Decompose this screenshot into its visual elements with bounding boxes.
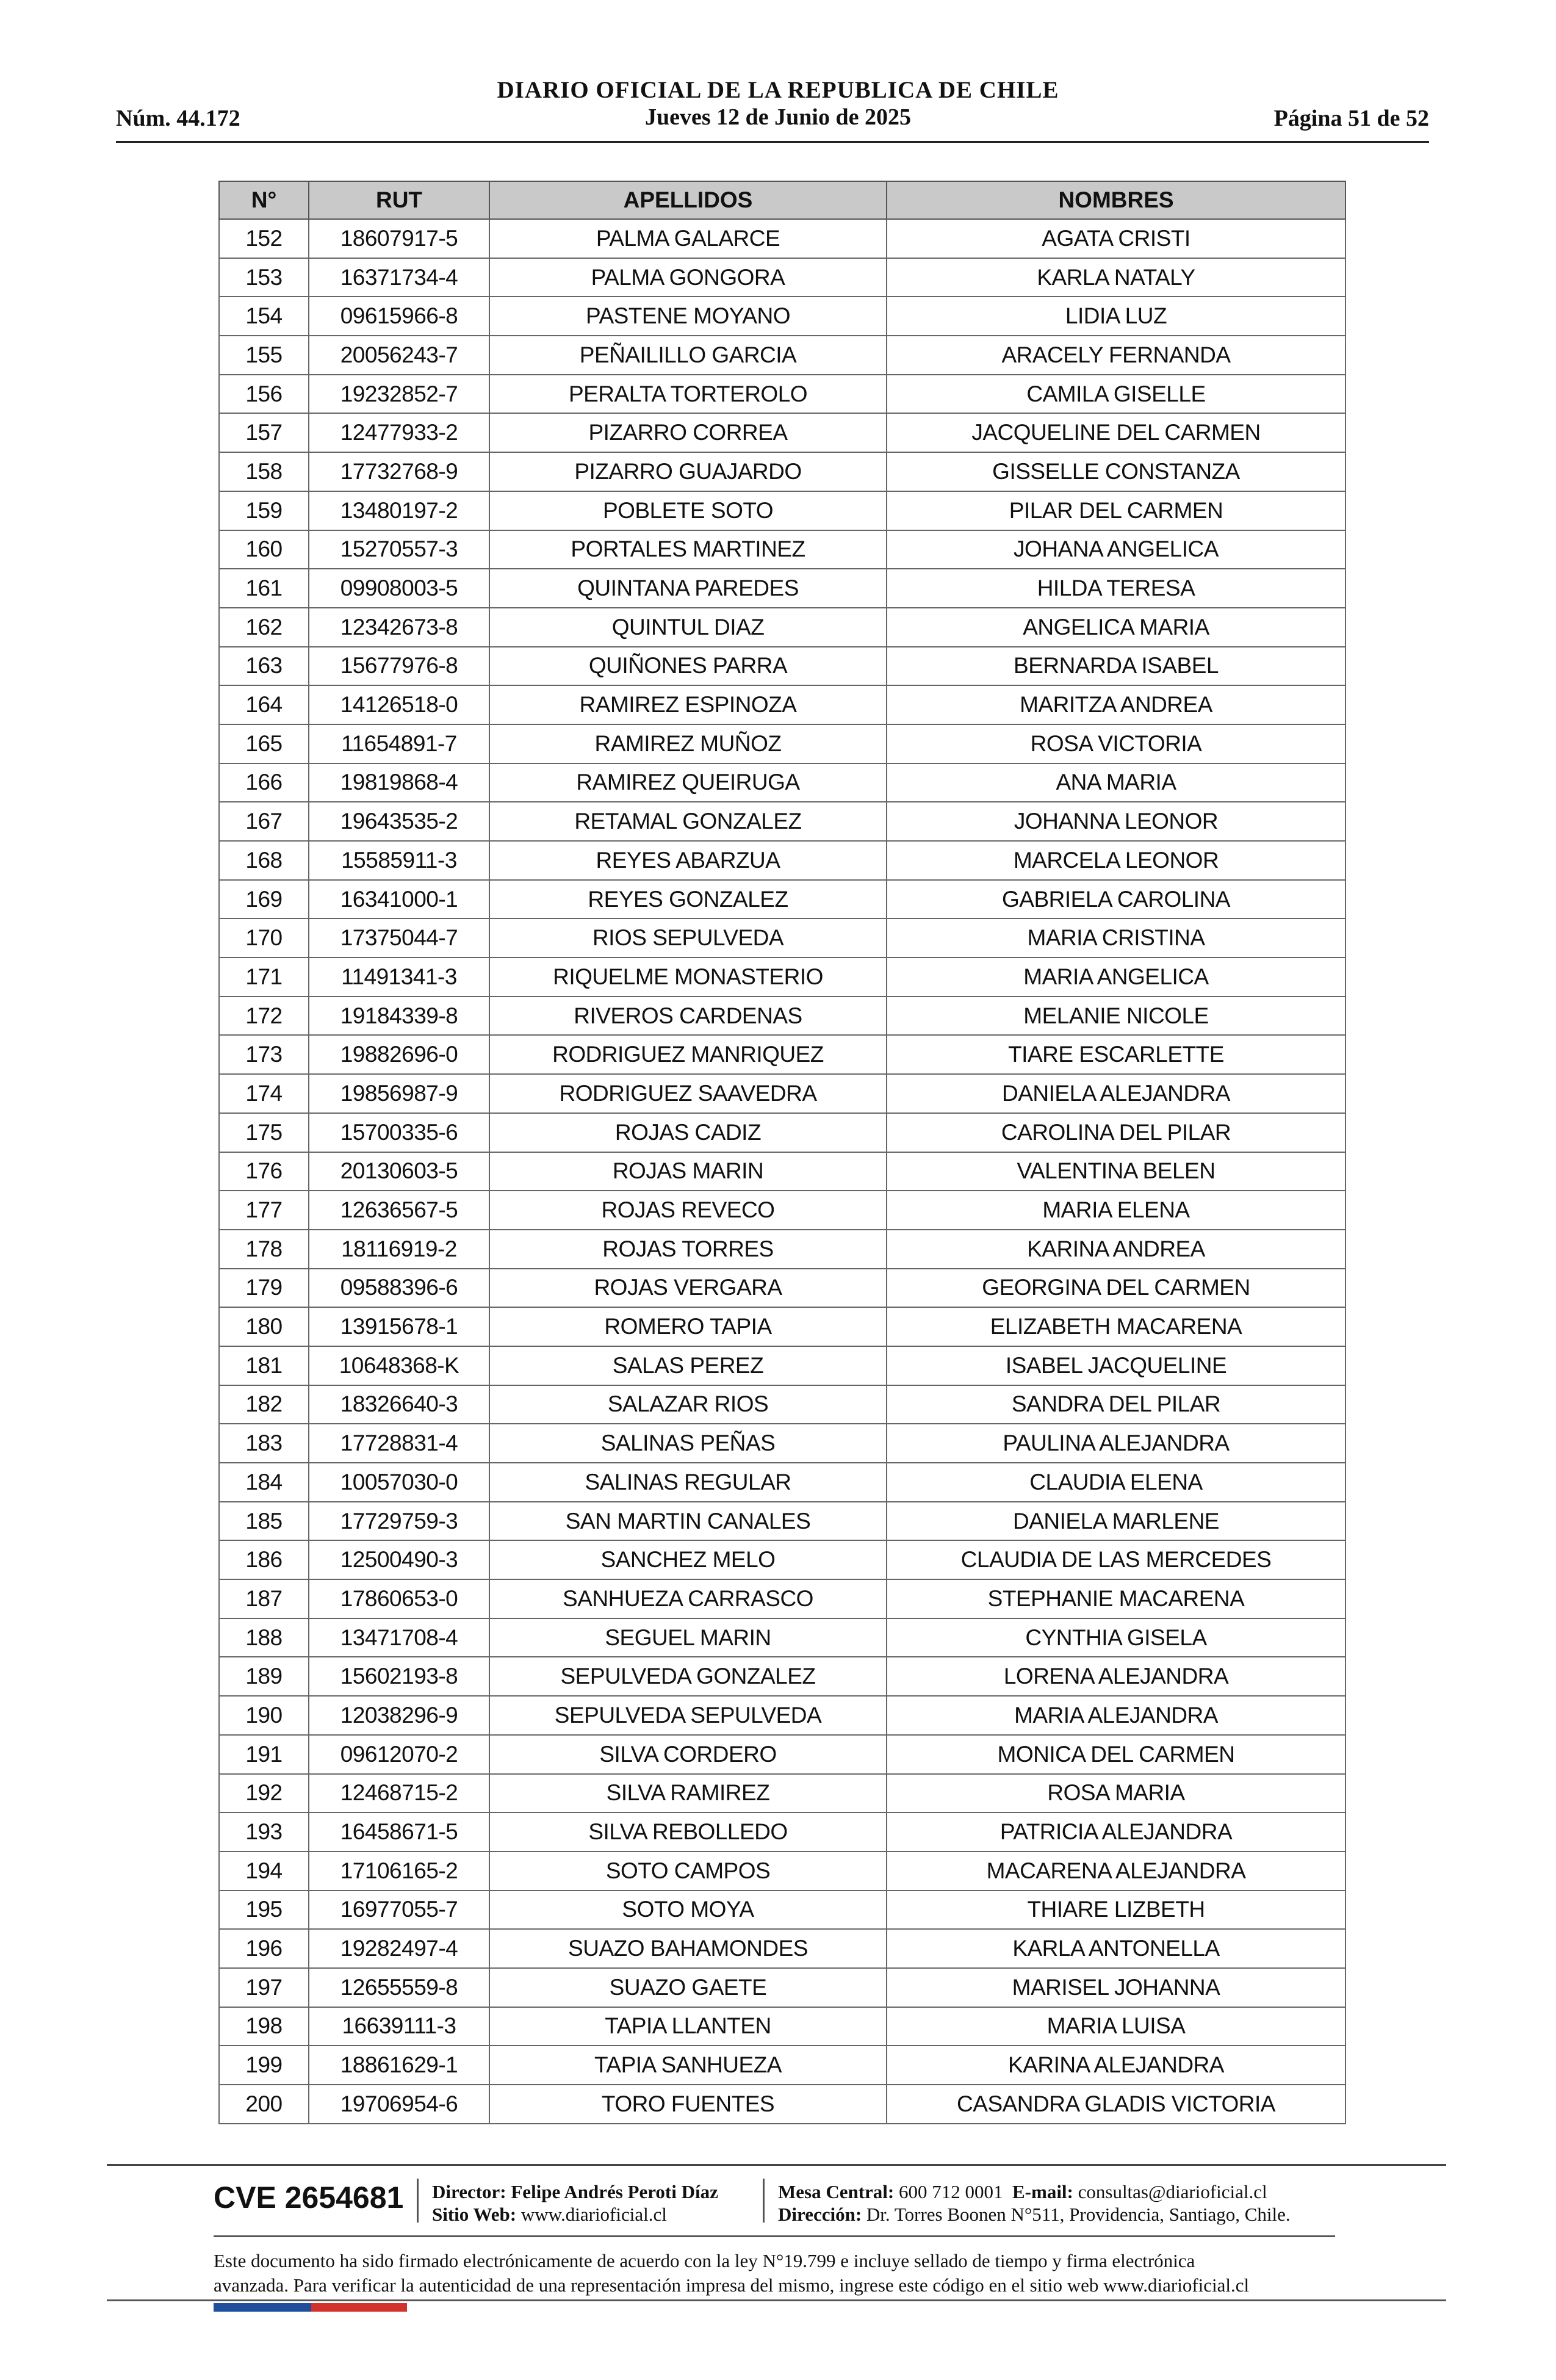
cell-rut: 20056243-7 (309, 336, 489, 375)
cell-surnames: RETAMAL GONZALEZ (489, 802, 887, 841)
table-row (219, 491, 1345, 530)
cell-number: 173 (219, 1035, 309, 1074)
cell-rut: 16458671-5 (309, 1812, 489, 1852)
table-row (219, 1891, 1345, 1930)
flag-stripe-blue (214, 2303, 311, 2312)
cell-surnames: RIOS SEPULVEDA (489, 918, 887, 957)
cell-number: 172 (219, 997, 309, 1036)
table-row (219, 1463, 1345, 1502)
table-row (219, 1929, 1345, 1968)
cell-names: ELIZABETH MACARENA (887, 1307, 1345, 1346)
cell-surnames: PALMA GALARCE (489, 219, 887, 258)
cell-names: CYNTHIA GISELA (887, 1618, 1345, 1657)
cell-surnames: SEGUEL MARIN (489, 1618, 887, 1657)
issue-number: Núm. 44.172 (116, 106, 240, 131)
cell-rut: 16639111-3 (309, 2007, 489, 2046)
cell-rut: 19184339-8 (309, 997, 489, 1036)
table-row (219, 608, 1345, 647)
cell-rut: 17375044-7 (309, 918, 489, 957)
cell-number: 169 (219, 880, 309, 919)
footer-divider-middle (214, 2235, 1335, 2237)
table-row (219, 2046, 1345, 2085)
table-row (219, 219, 1345, 258)
table-row (219, 724, 1345, 763)
table-row (219, 647, 1345, 686)
cell-names: ISABEL JACQUELINE (887, 1346, 1345, 1385)
cell-names: KARLA NATALY (887, 258, 1345, 297)
cell-names: STEPHANIE MACARENA (887, 1579, 1345, 1618)
cell-names: ROSA MARIA (887, 1774, 1345, 1813)
cell-surnames: RAMIREZ ESPINOZA (489, 685, 887, 724)
cell-surnames: SALINAS PEÑAS (489, 1424, 887, 1463)
cell-surnames: SILVA RAMIREZ (489, 1774, 887, 1813)
cell-rut: 19819868-4 (309, 763, 489, 802)
cell-rut: 15270557-3 (309, 530, 489, 569)
table-row (219, 1191, 1345, 1230)
cell-rut: 13915678-1 (309, 1307, 489, 1346)
cell-surnames: ROJAS MARIN (489, 1152, 887, 1191)
cell-surnames: SANCHEZ MELO (489, 1540, 887, 1579)
cell-number: 153 (219, 258, 309, 297)
cell-rut: 15677976-8 (309, 647, 489, 686)
cell-surnames: REYES ABARZUA (489, 841, 887, 880)
table-row (219, 1424, 1345, 1463)
cell-names: DANIELA MARLENE (887, 1502, 1345, 1541)
cell-surnames: PEÑAILILLO GARCIA (489, 336, 887, 375)
cell-names: PILAR DEL CARMEN (887, 491, 1345, 530)
cell-names: VALENTINA BELEN (887, 1152, 1345, 1191)
cell-surnames: RIQUELME MONASTERIO (489, 957, 887, 997)
cell-rut: 20130603-5 (309, 1152, 489, 1191)
table-row (219, 375, 1345, 414)
cell-names: ARACELY FERNANDA (887, 336, 1345, 375)
cell-surnames: TAPIA LLANTEN (489, 2007, 887, 2046)
director-name: Felipe Andrés Peroti Díaz (511, 2181, 718, 2202)
cell-number: 176 (219, 1152, 309, 1191)
cell-surnames: SOTO CAMPOS (489, 1852, 887, 1891)
column-header-rut: RUT (309, 181, 489, 219)
cell-number: 157 (219, 413, 309, 452)
cell-number: 185 (219, 1502, 309, 1541)
table-row (219, 685, 1345, 724)
table-body (219, 219, 1345, 2124)
cell-rut: 18607917-5 (309, 219, 489, 258)
column-header-surnames: APELLIDOS (489, 181, 887, 219)
website-label: Sitio Web: (432, 2204, 517, 2225)
cell-rut: 17732768-9 (309, 452, 489, 491)
cell-number: 158 (219, 452, 309, 491)
cell-names: PAULINA ALEJANDRA (887, 1424, 1345, 1463)
cell-names: MARIA ELENA (887, 1191, 1345, 1230)
table-row (219, 452, 1345, 491)
cell-number: 199 (219, 2046, 309, 2085)
cell-rut: 15602193-8 (309, 1657, 489, 1696)
cell-number: 191 (219, 1735, 309, 1774)
publication-date: Jueves 12 de Junio de 2025 (645, 104, 911, 130)
cell-rut: 10648368-K (309, 1346, 489, 1385)
cell-surnames: ROJAS CADIZ (489, 1113, 887, 1152)
cell-names: CASANDRA GLADIS VICTORIA (887, 2085, 1345, 2124)
cell-number: 200 (219, 2085, 309, 2124)
cell-rut: 19706954-6 (309, 2085, 489, 2124)
cell-rut: 17106165-2 (309, 1852, 489, 1891)
cell-rut: 09588396-6 (309, 1269, 489, 1308)
table-row (219, 1579, 1345, 1618)
cell-names: MARIA ALEJANDRA (887, 1696, 1345, 1735)
table-row (219, 1852, 1345, 1891)
cell-surnames: SEPULVEDA SEPULVEDA (489, 1696, 887, 1735)
cell-number: 170 (219, 918, 309, 957)
cell-rut: 17728831-4 (309, 1424, 489, 1463)
cell-rut: 16371734-4 (309, 258, 489, 297)
cell-names: KARINA ANDREA (887, 1230, 1345, 1269)
cell-surnames: SUAZO GAETE (489, 1968, 887, 2007)
cell-surnames: PIZARRO GUAJARDO (489, 452, 887, 491)
page-number: Página 51 de 52 (1273, 106, 1429, 131)
table-row (219, 763, 1345, 802)
table-row (219, 1269, 1345, 1308)
table-row (219, 1696, 1345, 1735)
director-block (432, 2180, 718, 2226)
cell-number: 197 (219, 1968, 309, 2007)
contact-block (778, 2180, 1291, 2226)
cell-names: JOHANA ANGELICA (887, 530, 1345, 569)
table-row (219, 957, 1345, 997)
cell-number: 181 (219, 1346, 309, 1385)
cell-rut: 12477933-2 (309, 413, 489, 452)
cell-surnames: PIZARRO CORREA (489, 413, 887, 452)
cell-number: 177 (219, 1191, 309, 1230)
cell-number: 168 (219, 841, 309, 880)
table-row (219, 1230, 1345, 1269)
cell-rut: 09908003-5 (309, 569, 489, 608)
cell-number: 156 (219, 375, 309, 414)
cell-surnames: SANHUEZA CARRASCO (489, 1579, 887, 1618)
footer-separator (417, 2179, 419, 2223)
cell-names: ANA MARIA (887, 763, 1345, 802)
table-row (219, 802, 1345, 841)
table-row (219, 1657, 1345, 1696)
cell-number: 187 (219, 1579, 309, 1618)
footer-divider-bottom (107, 2299, 1446, 2301)
cell-surnames: RODRIGUEZ SAAVEDRA (489, 1074, 887, 1113)
cell-surnames: SALAS PEREZ (489, 1346, 887, 1385)
table-row (219, 1502, 1345, 1541)
footer-separator (763, 2179, 765, 2223)
cell-rut: 19282497-4 (309, 1929, 489, 1968)
table-row (219, 336, 1345, 375)
cell-names: CLAUDIA DE LAS MERCEDES (887, 1540, 1345, 1579)
table-row (219, 1968, 1345, 2007)
table-row (219, 530, 1345, 569)
cell-surnames: PALMA GONGORA (489, 258, 887, 297)
cell-surnames: SUAZO BAHAMONDES (489, 1929, 887, 1968)
cve-code: CVE 2654681 (214, 2180, 404, 2215)
cell-names: GEORGINA DEL CARMEN (887, 1269, 1345, 1308)
cell-names: ROSA VICTORIA (887, 724, 1345, 763)
cell-number: 165 (219, 724, 309, 763)
table-row (219, 1152, 1345, 1191)
cell-surnames: TAPIA SANHUEZA (489, 2046, 887, 2085)
cell-surnames: ROJAS VERGARA (489, 1269, 887, 1308)
cell-number: 174 (219, 1074, 309, 1113)
cell-surnames: SOTO MOYA (489, 1891, 887, 1930)
email-link[interactable]: consultas@diarioficial.cl (1078, 2181, 1267, 2202)
table-row (219, 880, 1345, 919)
cell-surnames: ROJAS REVECO (489, 1191, 887, 1230)
cell-surnames: ROMERO TAPIA (489, 1307, 887, 1346)
cell-number: 162 (219, 608, 309, 647)
table-row (219, 2007, 1345, 2046)
table-row (219, 1540, 1345, 1579)
cell-names: CLAUDIA ELENA (887, 1463, 1345, 1502)
table-row (219, 569, 1345, 608)
website-link[interactable]: www.diarioficial.cl (520, 2204, 667, 2225)
cell-number: 180 (219, 1307, 309, 1346)
cell-names: MARITZA ANDREA (887, 685, 1345, 724)
cell-names: MONICA DEL CARMEN (887, 1735, 1345, 1774)
cell-number: 166 (219, 763, 309, 802)
cell-rut: 14126518-0 (309, 685, 489, 724)
cell-names: DANIELA ALEJANDRA (887, 1074, 1345, 1113)
cell-rut: 10057030-0 (309, 1463, 489, 1502)
cell-surnames: RODRIGUEZ MANRIQUEZ (489, 1035, 887, 1074)
cell-rut: 18326640-3 (309, 1385, 489, 1424)
cell-surnames: ROJAS TORRES (489, 1230, 887, 1269)
table-row (219, 1346, 1345, 1385)
cell-number: 194 (219, 1852, 309, 1891)
director-label: Director: (432, 2181, 506, 2202)
cell-rut: 18861629-1 (309, 2046, 489, 2085)
table-row (219, 997, 1345, 1036)
footer-divider-top (107, 2164, 1446, 2166)
cell-names: TIARE ESCARLETTE (887, 1035, 1345, 1074)
table-row (219, 1735, 1345, 1774)
cell-surnames: PERALTA TORTEROLO (489, 375, 887, 414)
table-row (219, 841, 1345, 880)
table-header-row (219, 181, 1345, 219)
publication-title: DIARIO OFICIAL DE LA REPUBLICA DE CHILE (497, 77, 1059, 103)
cell-rut: 12636567-5 (309, 1191, 489, 1230)
cell-number: 167 (219, 802, 309, 841)
cell-number: 183 (219, 1424, 309, 1463)
cell-surnames: RAMIREZ QUEIRUGA (489, 763, 887, 802)
cell-names: GABRIELA CAROLINA (887, 880, 1345, 919)
cell-names: MARISEL JOHANNA (887, 1968, 1345, 2007)
cell-rut: 12468715-2 (309, 1774, 489, 1813)
cell-surnames: REYES GONZALEZ (489, 880, 887, 919)
cell-rut: 12655559-8 (309, 1968, 489, 2007)
table-row (219, 1774, 1345, 1813)
address-label: Dirección: (778, 2204, 862, 2225)
cell-names: MARIA ANGELICA (887, 957, 1345, 997)
cell-rut: 09615966-8 (309, 297, 489, 336)
legal-notice (214, 2249, 1373, 2298)
header-divider (116, 141, 1429, 143)
cell-names: MELANIE NICOLE (887, 997, 1345, 1036)
cell-number: 193 (219, 1812, 309, 1852)
cell-rut: 11654891-7 (309, 724, 489, 763)
cell-rut: 12342673-8 (309, 608, 489, 647)
table-row (219, 1307, 1345, 1346)
email-label: E-mail: (1012, 2181, 1073, 2202)
cell-rut: 19856987-9 (309, 1074, 489, 1113)
cell-surnames: RIVEROS CARDENAS (489, 997, 887, 1036)
cell-surnames: SALINAS REGULAR (489, 1463, 887, 1502)
cell-rut: 15585911-3 (309, 841, 489, 880)
cell-number: 178 (219, 1230, 309, 1269)
cell-names: MACARENA ALEJANDRA (887, 1852, 1345, 1891)
cell-number: 196 (219, 1929, 309, 1968)
cell-surnames: POBLETE SOTO (489, 491, 887, 530)
cell-number: 184 (219, 1463, 309, 1502)
cell-number: 186 (219, 1540, 309, 1579)
table-row (219, 1812, 1345, 1852)
cell-names: HILDA TERESA (887, 569, 1345, 608)
cell-number: 171 (219, 957, 309, 997)
cell-number: 175 (219, 1113, 309, 1152)
cell-number: 154 (219, 297, 309, 336)
cell-number: 188 (219, 1618, 309, 1657)
cell-rut: 17729759-3 (309, 1502, 489, 1541)
table-row (219, 1035, 1345, 1074)
table-row (219, 918, 1345, 957)
table-row (219, 413, 1345, 452)
cell-rut: 19643535-2 (309, 802, 489, 841)
cell-number: 164 (219, 685, 309, 724)
cell-number: 159 (219, 491, 309, 530)
cell-names: CAROLINA DEL PILAR (887, 1113, 1345, 1152)
table-row (219, 1618, 1345, 1657)
cell-rut: 13471708-4 (309, 1618, 489, 1657)
table-row (219, 2085, 1345, 2124)
cell-surnames: SILVA CORDERO (489, 1735, 887, 1774)
cell-number: 190 (219, 1696, 309, 1735)
cell-rut: 15700335-6 (309, 1113, 489, 1152)
cell-rut: 16977055-7 (309, 1891, 489, 1930)
cell-number: 155 (219, 336, 309, 375)
cell-surnames: QUINTANA PAREDES (489, 569, 887, 608)
cell-names: SANDRA DEL PILAR (887, 1385, 1345, 1424)
table-row (219, 1113, 1345, 1152)
cell-number: 182 (219, 1385, 309, 1424)
cell-surnames: PASTENE MOYANO (489, 297, 887, 336)
cell-surnames: SALAZAR RIOS (489, 1385, 887, 1424)
cell-number: 189 (219, 1657, 309, 1696)
cell-number: 179 (219, 1269, 309, 1308)
cell-names: ANGELICA MARIA (887, 608, 1345, 647)
cell-names: JACQUELINE DEL CARMEN (887, 413, 1345, 452)
cell-surnames: QUIÑONES PARRA (489, 647, 887, 686)
legal-notice-line: Este documento ha sido firmado electrónicamente de acuerdo con la ley N°19.799 e incluye sellado de tiempo y firma electrónica (214, 2250, 1195, 2271)
cell-rut: 12038296-9 (309, 1696, 489, 1735)
cell-rut: 11491341-3 (309, 957, 489, 997)
table-row (219, 297, 1345, 336)
cell-surnames: QUINTUL DIAZ (489, 608, 887, 647)
table-row (219, 1074, 1345, 1113)
cell-names: JOHANNA LEONOR (887, 802, 1345, 841)
cell-number: 163 (219, 647, 309, 686)
cell-rut: 17860653-0 (309, 1579, 489, 1618)
cell-surnames: SEPULVEDA GONZALEZ (489, 1657, 887, 1696)
cell-rut: 12500490-3 (309, 1540, 489, 1579)
cell-rut: 13480197-2 (309, 491, 489, 530)
cell-rut: 19882696-0 (309, 1035, 489, 1074)
cell-surnames: PORTALES MARTINEZ (489, 530, 887, 569)
cell-number: 192 (219, 1774, 309, 1813)
cell-number: 198 (219, 2007, 309, 2046)
flag-stripe-red (311, 2303, 407, 2312)
cell-names: CAMILA GISELLE (887, 375, 1345, 414)
cell-surnames: TORO FUENTES (489, 2085, 887, 2124)
cell-names: KARLA ANTONELLA (887, 1929, 1345, 1968)
cell-rut: 16341000-1 (309, 880, 489, 919)
column-header-number: N° (219, 181, 309, 219)
table-row (219, 258, 1345, 297)
legal-notice-line: avanzada. Para verificar la autenticidad de una representación impresa del mismo, ingrese este código en el sitio web www.diarioficial.cl (214, 2274, 1250, 2296)
column-header-names: NOMBRES (887, 181, 1345, 219)
cell-number: 152 (219, 219, 309, 258)
cell-number: 195 (219, 1891, 309, 1930)
cell-names: MARCELA LEONOR (887, 841, 1345, 880)
table-row (219, 1385, 1345, 1424)
cell-names: BERNARDA ISABEL (887, 647, 1345, 686)
mesa-phone: 600 712 0001 (899, 2181, 1003, 2202)
cell-names: LORENA ALEJANDRA (887, 1657, 1345, 1696)
cell-rut: 09612070-2 (309, 1735, 489, 1774)
cell-names: LIDIA LUZ (887, 297, 1345, 336)
cell-names: AGATA CRISTI (887, 219, 1345, 258)
cell-surnames: RAMIREZ MUÑOZ (489, 724, 887, 763)
cell-surnames: SILVA REBOLLEDO (489, 1812, 887, 1852)
cell-names: MARIA LUISA (887, 2007, 1345, 2046)
cell-surnames: SAN MARTIN CANALES (489, 1502, 887, 1541)
cell-number: 160 (219, 530, 309, 569)
mesa-label: Mesa Central: (778, 2181, 895, 2202)
cell-rut: 19232852-7 (309, 375, 489, 414)
cell-names: THIARE LIZBETH (887, 1891, 1345, 1930)
address-value: Dr. Torres Boonen N°511, Providencia, Santiago, Chile. (866, 2204, 1291, 2225)
cell-rut: 18116919-2 (309, 1230, 489, 1269)
cell-names: KARINA ALEJANDRA (887, 2046, 1345, 2085)
beneficiaries-table (218, 181, 1346, 2124)
cell-names: MARIA CRISTINA (887, 918, 1345, 957)
cell-number: 161 (219, 569, 309, 608)
cell-names: GISSELLE CONSTANZA (887, 452, 1345, 491)
cell-names: PATRICIA ALEJANDRA (887, 1812, 1345, 1852)
